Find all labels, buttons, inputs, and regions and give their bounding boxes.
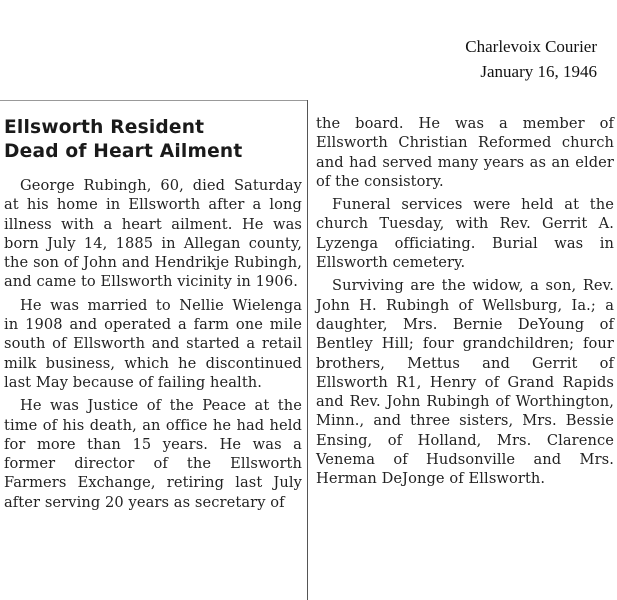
column-top-rule	[0, 100, 307, 101]
headline-line-1: Ellsworth Resident	[4, 117, 205, 138]
article-paragraph: He was Justice of the Peace at the time of his death, an office he had held for more than 15 years. He was a former director of the Ellsworth Farmers Exchange, retiring last July after serving 20 years as secretary of	[4, 397, 302, 511]
article-paragraph: He was married to Nellie Wielenga in 1908 and operated a farm one mile south of Ellsworth and started a retail milk business, which he discontinued last May because of failing health.	[4, 296, 302, 391]
article-paragraph: George Rubingh, 60, died Saturday at his home in Ellsworth after a long illness with a heart ailment. He was born July 14, 1885 in Allegan county, the son of John and Hendrikje Rubingh, and came to Ellsworth vicinity in 1906.	[4, 177, 302, 291]
column-divider	[307, 100, 308, 600]
headline-line-2: Dead of Heart Ailment	[4, 141, 243, 162]
article-paragraph-continued: the board. He was a member of Ellsworth Christian Reformed church and had served many years as an elder of the consistory.	[316, 115, 614, 190]
article-column-left	[4, 116, 302, 516]
publication-name: Charlevoix Courier	[465, 37, 597, 56]
article-paragraph: Surviving are the widow, a son, Rev. John H. Rubingh of Wellsburg, Ia.; a daughter, Mrs. Bernie DeYoung of Bentley Hill; four grandchildren; four brothers, Mettus and Gerrit of Ellsworth R1, Henry of Grand Rapids and Rev. John Rubingh of Worthington, Minn., and three sisters, Mrs. Bessie Ensing, of Holland, Mrs. Clarence Venema of Hudsonville and Mrs. Herman DeJonge of Ellsworth.	[316, 277, 614, 488]
article-column-right	[316, 114, 614, 493]
source-citation	[465, 34, 597, 84]
article-headline	[4, 116, 302, 164]
publication-date: January 16, 1946	[480, 62, 597, 81]
article-paragraph: Funeral services were held at the church Tuesday, with Rev. Gerrit A. Lyzenga officiating. Burial was in Ellsworth cemetery.	[316, 196, 614, 272]
